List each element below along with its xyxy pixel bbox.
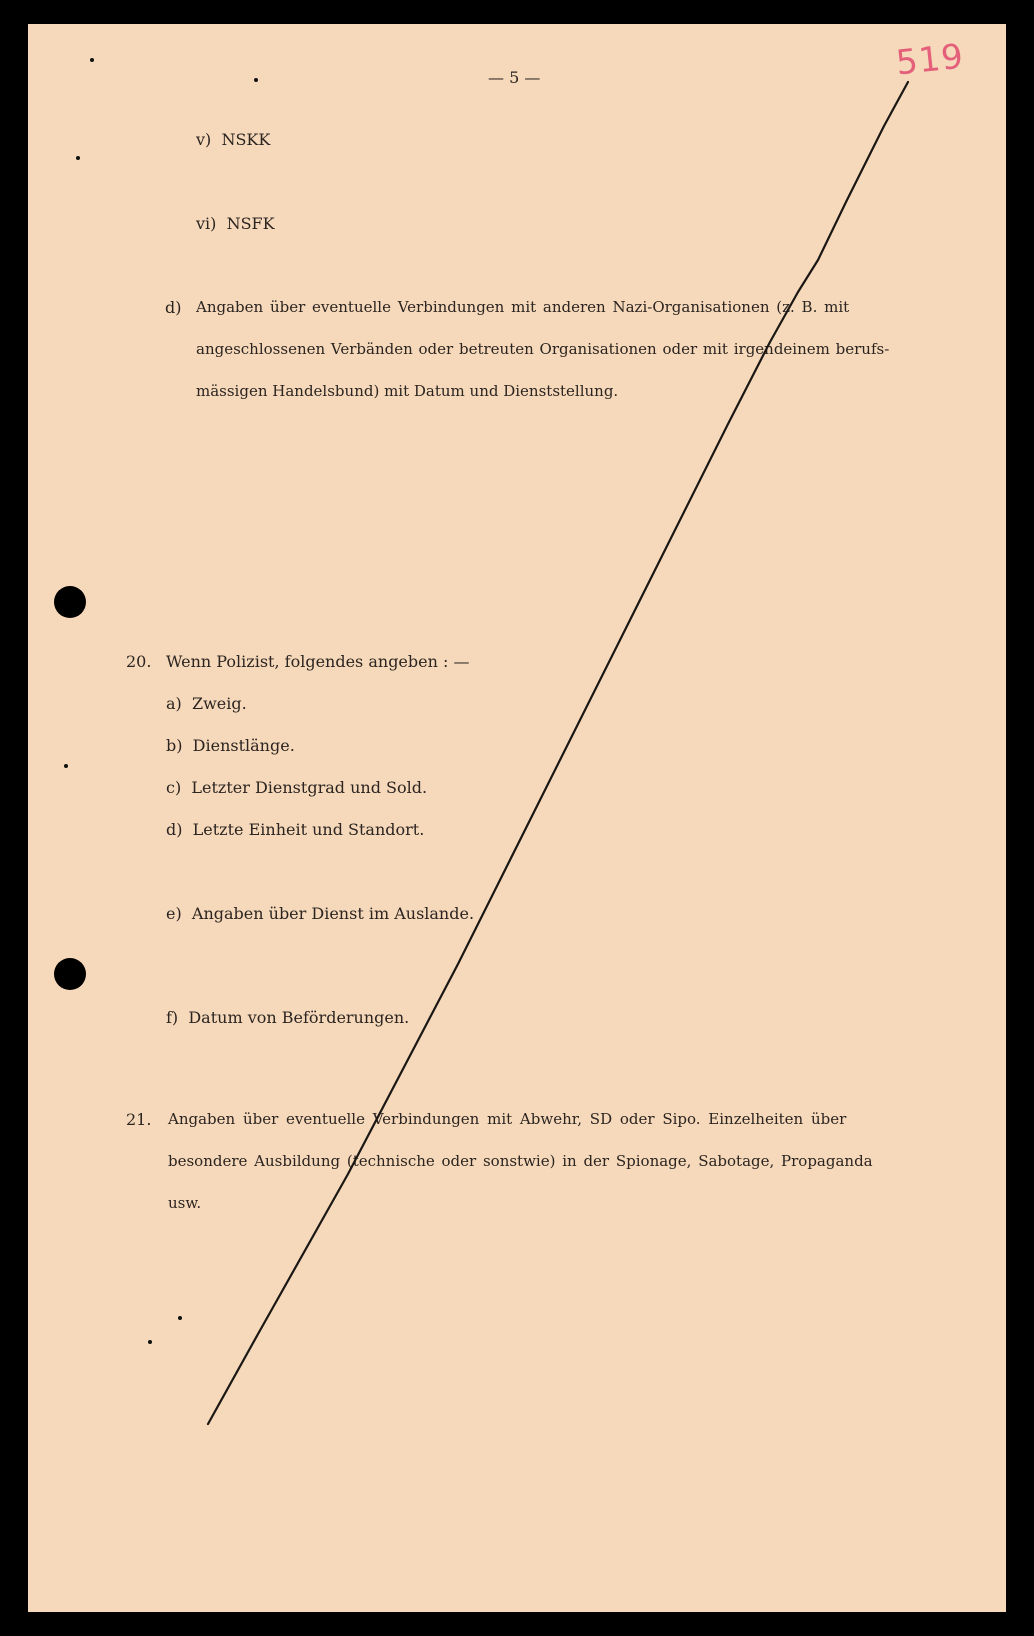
paper-speck [64,764,68,768]
q20-item-f [166,1008,409,1027]
document-page [28,24,1006,1612]
q20-item-label: e) [166,904,182,923]
paper-speck [90,58,94,62]
q21-line-3: usw. [168,1194,202,1212]
q20-item-text: Angaben über Dienst im Auslande. [191,904,475,923]
q21-number: 21. [126,1110,152,1129]
q21-line-1: Angaben über eventuelle Verbindungen mit Abwehr, SD oder Sipo. Einzelheiten über [168,1110,847,1128]
q20-item-e [166,904,474,923]
q20-title: Wenn Polizist, folgendes angeben : — [166,652,470,671]
item-d-line-3: mässigen Handelsbund) mit Datum und Dienststellung. [196,382,619,400]
q20-item-b [166,736,295,755]
punch-hole-lower [54,958,86,990]
item-v [196,130,270,149]
item-vi-text: NSFK [226,214,275,233]
q20-item-label: f) [166,1008,179,1027]
q20-item-a [166,694,247,713]
q20-item-text: Letzter Dienstgrad und Sold. [191,778,428,797]
q20-item-text: Datum von Beförderungen. [188,1008,410,1027]
item-v-label: v) [196,130,212,149]
page-number: — 5 — [488,68,541,87]
q20-item-label: c) [166,778,182,797]
item-vi-label: vi) [196,214,217,233]
q20-item-text: Zweig. [191,694,247,713]
diagonal-strike-line [28,24,1006,1612]
paper-speck [76,156,80,160]
q20-item-label: a) [166,694,182,713]
punch-hole-upper [54,586,86,618]
paper-speck [254,78,258,82]
q20-item-c [166,778,427,797]
item-d-line-1: Angaben über eventuelle Verbindungen mit anderen Nazi-Organisationen (z. B. mit [196,298,850,316]
q20-item-text: Letzte Einheit und Standort. [192,820,425,839]
q20-item-label: b) [166,736,183,755]
folio-mark: 519 [894,36,966,84]
item-d-label: d) [165,298,182,317]
q20-item-d [166,820,424,839]
q21-line-2: besondere Ausbildung (technische oder sonstwie) in der Spionage, Sabotage, Propaganda [168,1152,873,1170]
item-d-line-2: angeschlossenen Verbänden oder betreuten Organisationen oder mit irgendeinem berufs- [196,340,890,358]
q20-item-label: d) [166,820,183,839]
q20-number: 20. [126,652,152,671]
paper-speck [178,1316,182,1320]
item-vi [196,214,275,233]
item-v-text: NSKK [221,130,271,149]
paper-speck [148,1340,152,1344]
q20-item-text: Dienstlänge. [192,736,295,755]
